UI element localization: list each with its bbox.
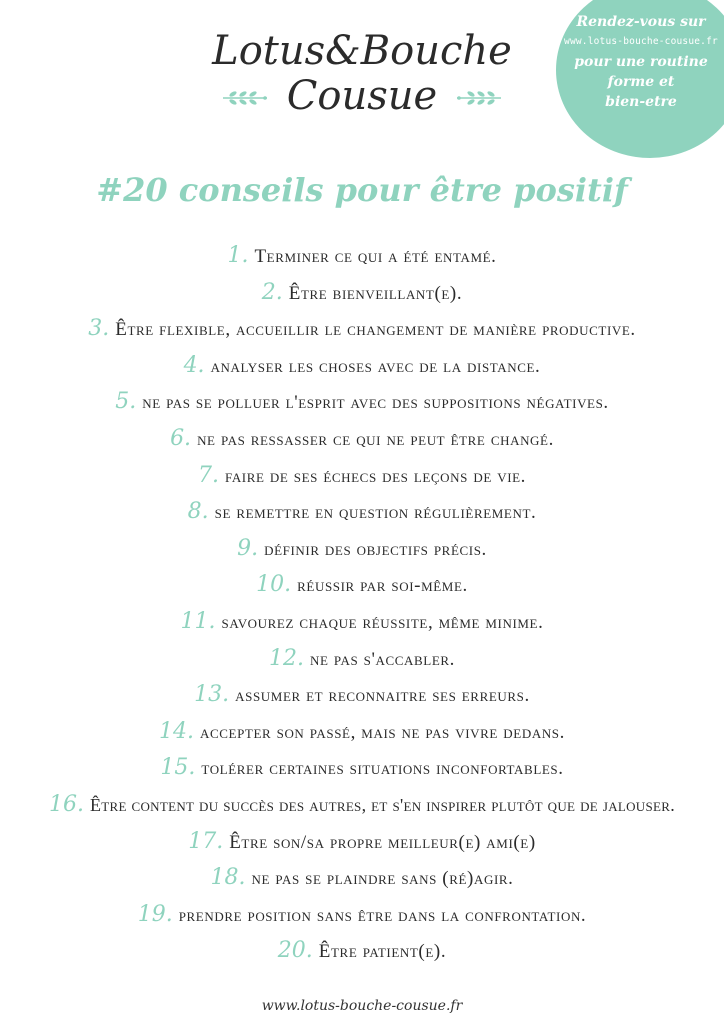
tip-text: ne pas se plaindre sans (ré)agir. bbox=[251, 868, 514, 890]
tip-number: 4. bbox=[183, 352, 205, 378]
tip-number: 20. bbox=[277, 938, 313, 964]
tip-text: faire de ses échecs des leçons de vie. bbox=[224, 465, 527, 487]
list-item bbox=[0, 860, 724, 897]
tip-number: 19. bbox=[137, 901, 173, 927]
tip-text: accepter son passé, mais ne pas vivre dedans. bbox=[200, 721, 565, 743]
list-item bbox=[0, 641, 724, 678]
list-item bbox=[0, 421, 724, 458]
tip-text: ne pas se polluer l'esprit avec des suppositions négatives. bbox=[142, 392, 609, 414]
list-item bbox=[0, 238, 724, 275]
tip-number: 11. bbox=[180, 608, 216, 634]
tip-number: 9. bbox=[237, 535, 259, 561]
tip-text: assumer et reconnaitre ses erreurs. bbox=[235, 685, 530, 707]
tip-text: ne pas ressasser ce qui ne peut être changé. bbox=[197, 428, 554, 450]
tip-number: 8. bbox=[187, 499, 209, 525]
list-item bbox=[0, 531, 724, 568]
promo-badge bbox=[556, 0, 724, 158]
list-item bbox=[0, 677, 724, 714]
badge-line-1: Rendez-vous sur bbox=[576, 14, 706, 30]
tip-text: Être bienveillant(e). bbox=[288, 282, 463, 304]
tip-number: 1. bbox=[227, 243, 249, 268]
list-item bbox=[0, 897, 724, 934]
tip-number: 12. bbox=[268, 645, 304, 671]
tip-number: 16. bbox=[48, 791, 84, 817]
tip-text: analyser les choses avec de la distance. bbox=[210, 355, 541, 377]
tip-text: savourez chaque réussite, même minime. bbox=[221, 611, 544, 633]
logo-line-1: Lotus&Bouche bbox=[212, 28, 512, 74]
page-title: #20 conseils pour être positif bbox=[96, 171, 628, 209]
laurel-right-icon bbox=[455, 88, 503, 108]
tip-number: 10. bbox=[256, 572, 292, 598]
tip-text: ne pas s'accabler. bbox=[309, 648, 456, 670]
tip-number: 15. bbox=[160, 755, 196, 781]
tip-number: 13. bbox=[194, 682, 230, 708]
footer-url[interactable]: www.lotus-bouche-cousue.fr bbox=[261, 998, 463, 1014]
tip-text: Être son/sa propre meilleur(e) ami(e) bbox=[229, 831, 536, 853]
list-item bbox=[0, 458, 724, 495]
tip-text: Terminer ce qui a été entamé. bbox=[254, 246, 497, 267]
list-item bbox=[0, 384, 724, 421]
tip-text: réussir par soi-même. bbox=[297, 575, 468, 597]
list-item bbox=[0, 787, 724, 824]
list-item bbox=[0, 750, 724, 787]
tip-text: se remettre en question régulièrement. bbox=[214, 502, 537, 524]
badge-line-3: forme et bbox=[607, 74, 675, 90]
badge-url[interactable]: www.lotus-bouche-cousue.fr bbox=[564, 36, 718, 47]
list-item bbox=[0, 494, 724, 531]
tip-number: 6. bbox=[170, 425, 192, 451]
badge-line-4: bien-etre bbox=[605, 94, 677, 110]
tip-text: Être patient(e). bbox=[318, 941, 447, 963]
list-item bbox=[0, 348, 724, 385]
list-item bbox=[0, 311, 724, 348]
tip-text: prendre position sans être dans la confrontation. bbox=[178, 904, 587, 926]
tip-number: 3. bbox=[88, 316, 110, 342]
logo-line-2-wrapper bbox=[287, 74, 437, 118]
laurel-left-icon bbox=[221, 88, 269, 108]
tip-number: 7. bbox=[197, 462, 219, 488]
tips-list bbox=[0, 238, 724, 970]
list-item bbox=[0, 824, 724, 861]
badge-line-2: pour une routine bbox=[574, 54, 708, 70]
tip-number: 14. bbox=[159, 718, 195, 744]
list-item bbox=[0, 275, 724, 312]
list-item bbox=[0, 567, 724, 604]
list-item bbox=[0, 933, 724, 970]
tip-number: 5. bbox=[115, 389, 137, 415]
tip-text: tolérer certaines situations inconfortables. bbox=[201, 758, 564, 780]
tip-text: définir des objectifs précis. bbox=[264, 538, 487, 560]
list-item bbox=[0, 714, 724, 751]
tip-number: 2. bbox=[261, 279, 283, 305]
logo-line-2: Cousue bbox=[286, 73, 438, 119]
tip-number: 18. bbox=[210, 865, 246, 891]
tip-number: 17. bbox=[188, 828, 224, 854]
tip-text: Être content du succès des autres, et s'en inspirer plutôt que de jalouser. bbox=[89, 794, 676, 815]
list-item bbox=[0, 604, 724, 641]
tip-text: Être flexible, accueillir le changement de manière productive. bbox=[115, 319, 636, 341]
